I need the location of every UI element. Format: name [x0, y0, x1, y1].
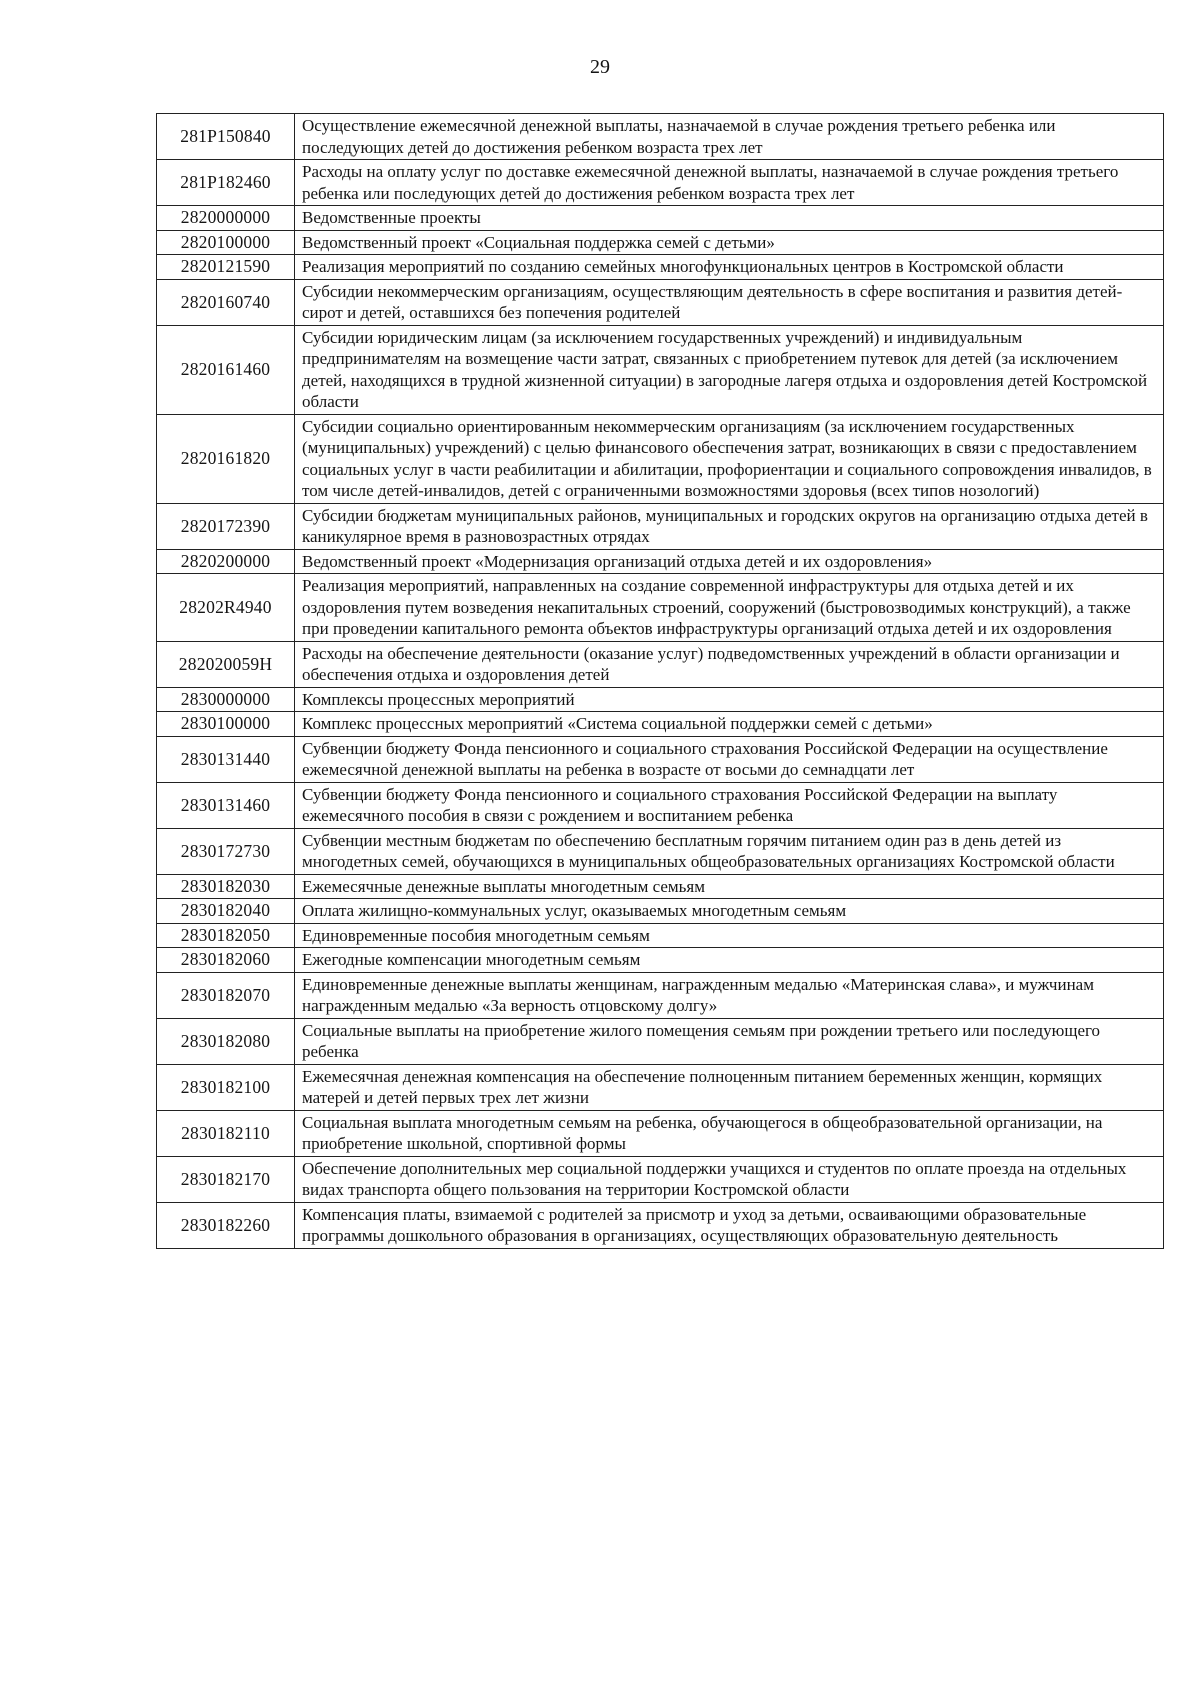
table-row: [157, 550, 1163, 575]
table-row: [157, 1019, 1163, 1065]
row-code: 2830172730: [157, 829, 295, 874]
table-row: [157, 1157, 1163, 1203]
row-code: 28202R4940: [157, 574, 295, 641]
row-code: 2830100000: [157, 712, 295, 736]
row-code: 2830182070: [157, 973, 295, 1018]
row-code: 2830182060: [157, 948, 295, 972]
row-description: Расходы на обеспечение деятельности (оказание услуг) подведомственных учреждений в области организации и обеспечения отдыха и оздоровления детей: [302, 643, 1120, 684]
row-description: Обеспечение дополнительных мер социальной поддержки учащихся и студентов по оплате проезда на отдельных видах транспорта общего пользования на территории Костромской области: [302, 1158, 1127, 1199]
row-description: Субвенции местным бюджетам по обеспечению бесплатным горячим питанием один раз в день детей из многодетных семей, обучающихся в муниципальных общеобразовательных организациях Костромской области: [302, 830, 1115, 871]
row-description: Субвенции бюджету Фонда пенсионного и социального страхования Российской Федерации на осуществление ежемесячной денежной выплаты на ребенка в возрасте от восьми до семнадцати лет: [302, 738, 1108, 779]
table-row: [157, 574, 1163, 642]
table-row: [157, 712, 1163, 737]
row-code: 2820160740: [157, 280, 295, 325]
table-row: [157, 875, 1163, 900]
row-description: Осуществление ежемесячной денежной выплаты, назначаемой в случае рождения третьего ребенка или последующих детей до достижения ребенком возраста трех лет: [302, 116, 1056, 157]
table-row: [157, 924, 1163, 949]
row-description: Комплексы процессных мероприятий: [302, 689, 575, 709]
row-code: 2830000000: [157, 688, 295, 712]
row-description: Ведомственный проект «Модернизация организаций отдыха детей и их оздоровления»: [302, 551, 933, 571]
table-row: [157, 231, 1163, 256]
table-row: [157, 114, 1163, 160]
table-row: [157, 688, 1163, 713]
row-description: Единовременные пособия многодетным семьям: [302, 925, 650, 945]
row-code: 282020059Н: [157, 642, 295, 687]
row-description: Субсидии социально ориентированным некоммерческим организациям (за исключением государственных (муниципальных) учреждений) с целью финансового обеспечения затрат, возникающих в связи с предоставлением социальных услуг в части реабилитации и абилитации, профориентации и социального сопровождения инвалидов, в том числе детей-инвалидов, детей с ограниченными возможностями здоровья (всех типов нозологий): [302, 416, 1152, 500]
row-description: Оплата жилищно-коммунальных услуг, оказываемых многодетным семьям: [302, 901, 847, 920]
row-code: 2830182040: [157, 899, 295, 923]
row-code: 2820100000: [157, 231, 295, 255]
table-row: [157, 280, 1163, 326]
table-row: [157, 1203, 1163, 1248]
row-description: Реализация мероприятий по созданию семейных многофункциональных центров в Костромской области: [302, 257, 1064, 276]
row-code: 2820161460: [157, 326, 295, 414]
row-code: 2830182100: [157, 1065, 295, 1110]
row-code: 281P182460: [157, 160, 295, 205]
row-code: 2830182080: [157, 1019, 295, 1064]
row-description: Компенсация платы, взимаемой с родителей за присмотр и уход за детьми, осваивающими образовательные программы дошкольного образования в организациях, осуществляющих образовательную деятельность: [302, 1204, 1087, 1245]
row-description: Ежегодные компенсации многодетным семьям: [302, 950, 641, 969]
table-row: [157, 973, 1163, 1019]
row-code: 2820172390: [157, 504, 295, 549]
table-row: [157, 737, 1163, 783]
row-code: 2820161820: [157, 415, 295, 503]
row-description: Субсидии некоммерческим организациям, осуществляющим деятельность в сфере воспитания и развития детей-сирот и детей, оставшихся без попечения родителей: [302, 281, 1123, 322]
row-code: 2820200000: [157, 550, 295, 574]
row-code: 2830182030: [157, 875, 295, 899]
row-code: 2830182110: [157, 1111, 295, 1156]
table-row: [157, 899, 1163, 924]
page-number: 29: [590, 56, 610, 78]
row-description: Субвенции бюджету Фонда пенсионного и социального страхования Российской Федерации на выплату ежемесячного пособия в связи с рождением и воспитанием ребенка: [302, 784, 1058, 825]
table-row: [157, 783, 1163, 829]
row-description: Социальная выплата многодетным семьям на ребенка, обучающегося в общеобразовательной организации, на приобретение школьной, спортивной формы: [302, 1112, 1103, 1153]
row-description: Комплекс процессных мероприятий «Система социальной поддержки семей с детьми»: [302, 714, 933, 733]
classification-table: [156, 113, 1164, 1249]
row-description: Ведомственный проект «Социальная поддержка семей с детьми»: [302, 232, 775, 252]
table-row: [157, 1111, 1163, 1157]
row-code: 2830131460: [157, 783, 295, 828]
table-row: [157, 504, 1163, 550]
table-row: [157, 206, 1163, 231]
row-description: Единовременные денежные выплаты женщинам, награжденным медалью «Материнская слава», и мужчинам награжденным медалью «За верность отцовскому долгу»: [302, 974, 1094, 1015]
table-row: [157, 415, 1163, 504]
table-row: [157, 160, 1163, 206]
row-description: Социальные выплаты на приобретение жилого помещения семьям при рождении третьего или последующего ребенка: [302, 1020, 1101, 1061]
table-row: [157, 829, 1163, 875]
table-row: [157, 642, 1163, 688]
table-row: [157, 255, 1163, 280]
row-description: Реализация мероприятий, направленных на создание современной инфраструктуры для отдыха детей и их оздоровления путем возведения некапитальных строений, сооружений (быстровозводимых конструкций), а также при проведении капитального ремонта объектов инфраструктуры организаций отдыха детей и их оздоровления: [302, 576, 1131, 638]
row-code: 2830131440: [157, 737, 295, 782]
row-code: 281P150840: [157, 114, 295, 159]
row-code: 2830182050: [157, 924, 295, 948]
row-description: Ежемесячные денежные выплаты многодетным семьям: [302, 876, 705, 896]
table-row: [157, 326, 1163, 415]
row-description: Расходы на оплату услуг по доставке ежемесячной денежной выплаты, назначаемой в случае рождения третьего ребенка или последующих детей до достижения ребенком возраста трех лет: [302, 162, 1119, 203]
row-description: Субсидии юридическим лицам (за исключением государственных учреждений) и индивидуальным предпринимателям на возмещение части затрат, связанных с приобретением путевок для детей (за исключением детей, находящихся в трудной жизненной ситуации) в загородные лагеря отдыха и оздоровления детей Костромской области: [302, 327, 1148, 411]
table-row: [157, 948, 1163, 973]
row-code: 2820121590: [157, 255, 295, 279]
row-code: 2830182260: [157, 1203, 295, 1248]
row-description: Ежемесячная денежная компенсация на обеспечение полноценным питанием беременных женщин, кормящих матерей и детей первых трех лет жизни: [302, 1066, 1103, 1107]
row-description: Субсидии бюджетам муниципальных районов, муниципальных и городских округов на организацию отдыха детей в каникулярное время в разновозрастных отрядах: [302, 505, 1148, 546]
row-code: 2820000000: [157, 206, 295, 230]
row-description: Ведомственные проекты: [302, 208, 481, 227]
row-code: 2830182170: [157, 1157, 295, 1202]
table-row: [157, 1065, 1163, 1111]
